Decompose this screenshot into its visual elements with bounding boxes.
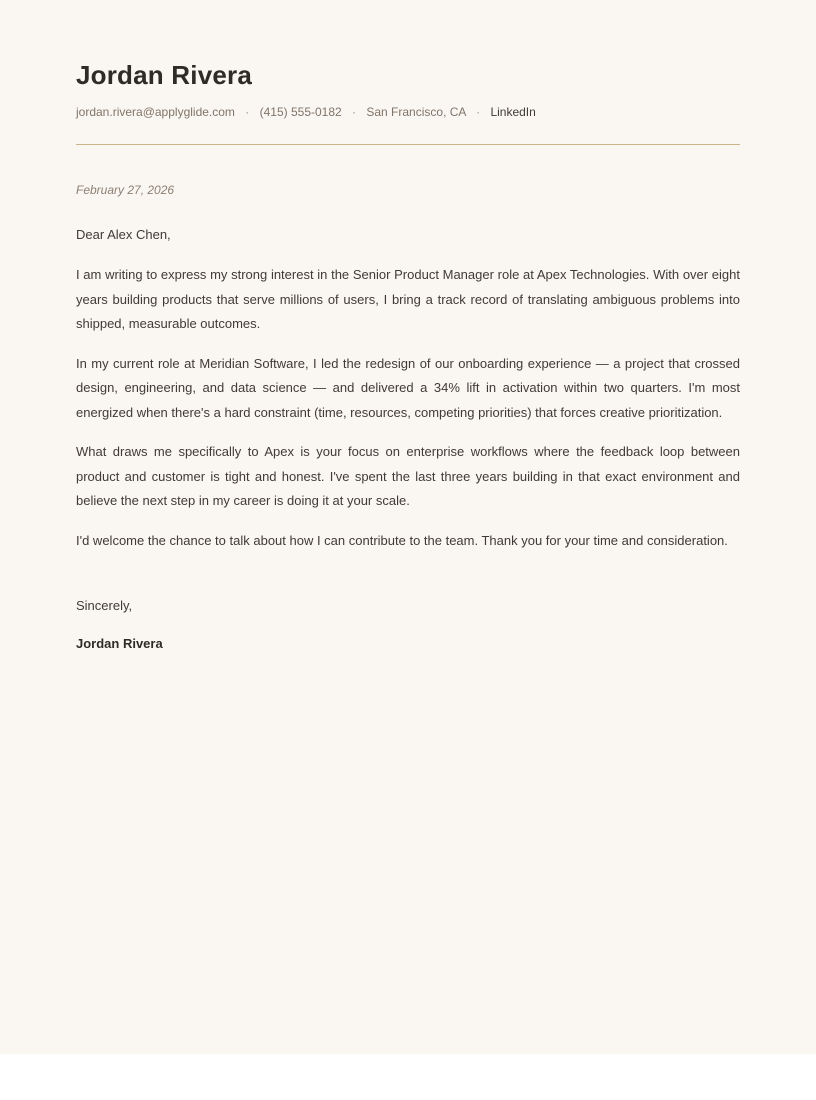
body-paragraph: In my current role at Meridian Software, I led the redesign of our onboarding experience — a project that crossed design, engineering, and data science — and delivered a 34% lift in activation within two quarters. I'm most energized when there's a hard constraint (time, resources, competing priorities) that forces creative prioritization. <box>76 355 740 420</box>
body-paragraph: What draws me specifically to Apex is your focus on enterprise workflows where the feedback loop between product and customer is tight and honest. I've spent the last three years building in that exact environment and believe the next step in my career is doing it at your scale. <box>76 444 740 508</box>
signoff: Sincerely, <box>76 598 133 613</box>
contact-email: jordan.rivera@applyglide.com <box>76 105 235 119</box>
letter-date: February 27, 2026 <box>76 183 175 197</box>
greeting: Dear Alex Chen, <box>76 227 171 242</box>
letter-title: Jordan Rivera <box>76 60 253 90</box>
separator-dot: · <box>352 105 357 119</box>
body-paragraph: I am writing to express my strong interest in the Senior Product Manager role at Apex Technologies. With over eight years building products that serve millions of users, I bring a track record of translating ambiguous problems into shipped, measurable outcomes. <box>76 267 740 331</box>
contact-location: San Francisco, CA <box>366 105 466 119</box>
contact-phone: (415) 555-0182 <box>259 105 342 119</box>
body-paragraph: I'd welcome the chance to talk about how I can contribute to the team. Thank you for your time and consideration. <box>76 532 728 548</box>
separator-dot: · <box>245 105 250 119</box>
header-divider <box>76 144 740 145</box>
signature-name: Jordan Rivera <box>76 635 163 651</box>
separator-dot: · <box>476 105 481 119</box>
linkedin-link[interactable]: LinkedIn <box>490 105 536 119</box>
contact-line <box>76 102 740 122</box>
